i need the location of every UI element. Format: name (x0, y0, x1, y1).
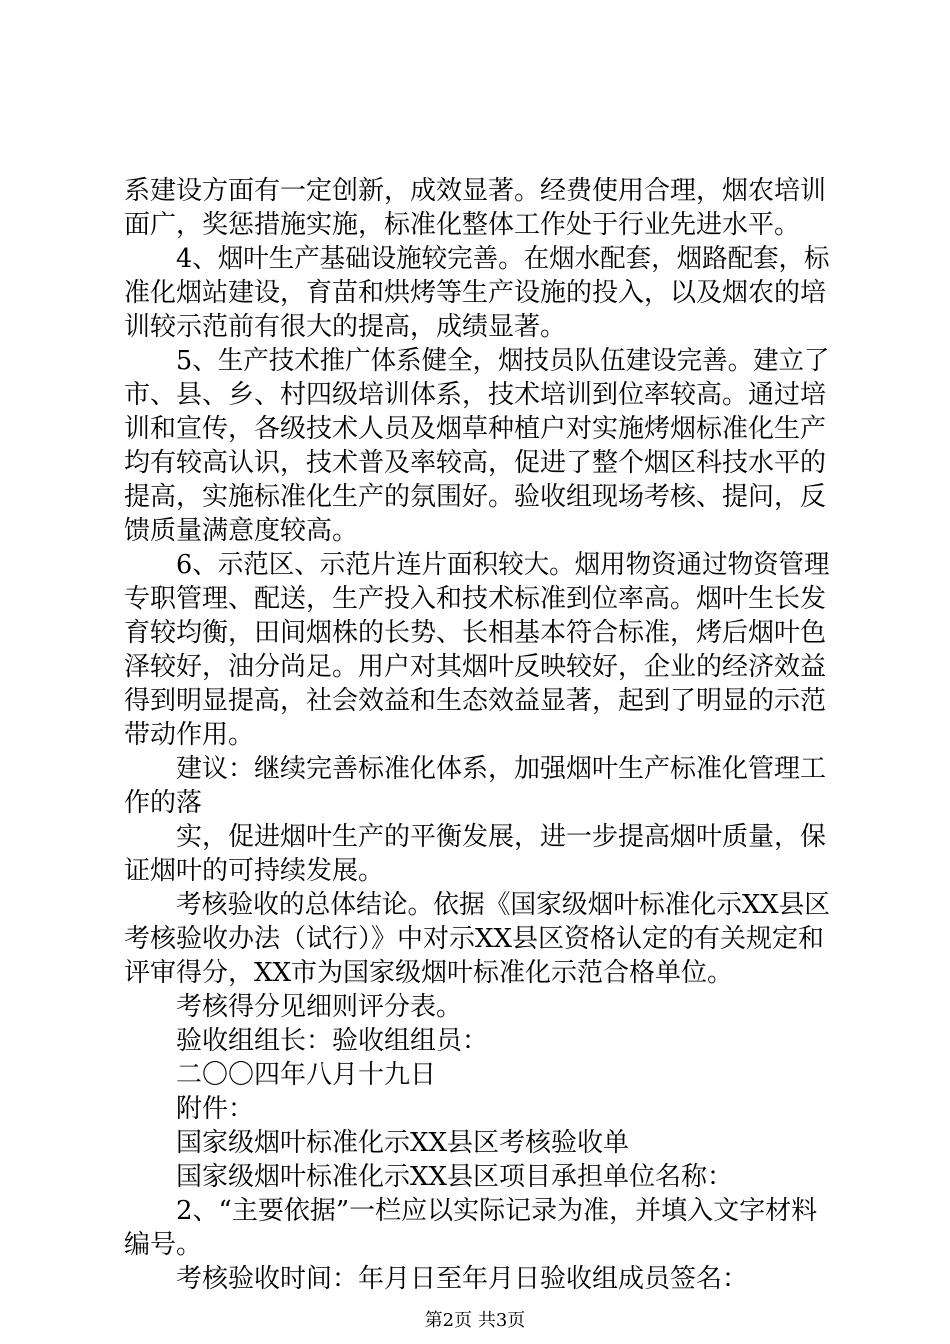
text-line: 泽较好，油分尚足。用户对其烟叶反映较好，企业的经济效益 (124, 652, 827, 682)
text-line: 作的落 (124, 788, 203, 818)
text-line: 验收组组长：验收组组员： (176, 1026, 489, 1056)
text-line: 准化烟站建设，育苗和烘烤等生产设施的投入，以及烟农的培 (124, 278, 827, 308)
text-line: 编号。 (124, 1230, 203, 1260)
text-line: 育较均衡，田间烟株的长势、长相基本符合标准，烤后烟叶色 (124, 618, 827, 648)
text-line: 考核验收办法（试行）》中对示XX县区资格认定的有关规定和 (124, 924, 825, 954)
text-line: 证烟叶的可持续发展。 (124, 856, 385, 886)
text-line: 实，促进烟叶生产的平衡发展，进一步提高烟叶质量，保 (176, 822, 827, 852)
text-line: 面广，奖惩措施实施，标准化整体工作处于行业先进水平。 (124, 210, 801, 240)
text-line: 均有较高认识，技术普及率较高，促进了整个烟区科技水平的 (124, 448, 827, 478)
text-line: 5、生产技术推广体系健全，烟技员队伍建设完善。建立了 (176, 346, 830, 376)
text-line: 4、烟叶生产基础设施较完善。在烟水配套，烟路配套，标 (176, 244, 830, 274)
text-line: 国家级烟叶标准化示XX县区考核验收单 (176, 1128, 630, 1158)
date-line: 二〇〇四年八月十九日 (176, 1060, 437, 1090)
text-line: 系建设方面有一定创新，成效显著。经费使用合理，烟农培训 (124, 176, 827, 206)
text-line: 6、示范区、示范片连片面积较大。烟用物资通过物资管理 (176, 550, 830, 580)
text-line: 国家级烟叶标准化示XX县区项目承担单位名称： (176, 1162, 734, 1192)
text-line: 考核验收时间：年月日至年月日验收组成员签名： (176, 1264, 749, 1294)
page-number-footer: 第2页 共3页 (424, 1310, 526, 1331)
text-line: 建议：继续完善标准化体系，加强烟叶生产标准化管理工 (176, 754, 827, 784)
text-line: 带动作用。 (124, 720, 255, 750)
text-line: 2、“主要依据”一栏应以实际记录为准，并填入文字材料 (176, 1196, 818, 1226)
text-line: 评审得分，XX市为国家级烟叶标准化示范合格单位。 (124, 958, 734, 988)
text-line: 考核验收的总体结论。依据《国家级烟叶标准化示XX县区 (176, 890, 831, 920)
text-line: 市、县、乡、村四级培训体系，技术培训到位率较高。通过培 (124, 380, 827, 410)
text-line: 提高，实施标准化生产的氛围好。验收组现场考核、提问，反 (124, 482, 827, 512)
text-line: 馈质量满意度较高。 (124, 516, 359, 546)
text-line: 专职管理、配送，生产投入和技术标准到位率高。烟叶生长发 (124, 584, 827, 614)
text-line: 考核得分见细则评分表。 (176, 992, 463, 1022)
text-line: 附件： (176, 1094, 255, 1124)
text-line: 训和宣传，各级技术人员及烟草种植户对实施烤烟标准化生产 (124, 414, 827, 444)
text-line: 得到明显提高，社会效益和生态效益显著，起到了明显的示范 (124, 686, 827, 716)
text-line: 训较示范前有很大的提高，成绩显著。 (124, 312, 567, 342)
